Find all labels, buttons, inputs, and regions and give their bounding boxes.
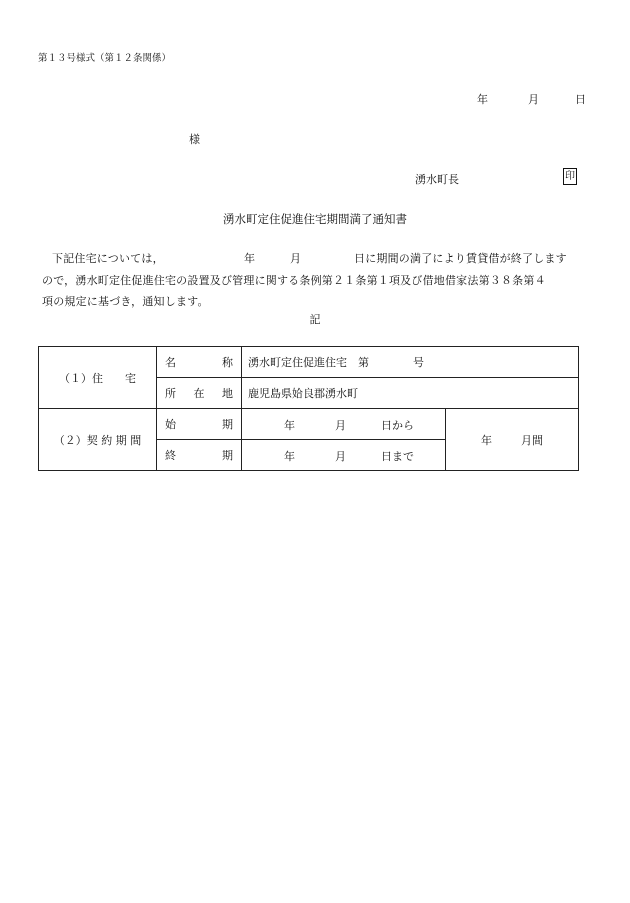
- document-title: 湧水町定住促進住宅期間満了通知書: [223, 212, 407, 226]
- period-month: 月間: [521, 433, 543, 447]
- period-year: 年: [481, 433, 492, 447]
- location-label: [157, 378, 242, 409]
- end-label: [157, 440, 242, 471]
- start-year: 年: [284, 419, 295, 432]
- body-line-1: [52, 250, 164, 266]
- body-line-3: 項の規定に基づき，通知します。: [42, 295, 209, 308]
- start-value: [242, 409, 446, 440]
- start-label-char: 期: [222, 418, 233, 431]
- location-label-char: 所: [165, 387, 176, 400]
- end-value: [242, 440, 446, 471]
- name-value: 湧水町定住促進住宅 第 号: [242, 347, 579, 378]
- form-number: 第１３号様式（第１２条関係）: [38, 53, 172, 64]
- end-year: 年: [284, 450, 295, 463]
- body-line1-rest: 日に期間の満了により賃貸借が終了します: [354, 252, 567, 265]
- details-table: [38, 346, 579, 471]
- housing-label: （１）住 宅: [39, 347, 157, 409]
- name-label-char: 称: [222, 356, 233, 369]
- end-label-char: 終: [165, 449, 176, 462]
- body-year-label: 年: [244, 252, 256, 265]
- end-month: 月: [335, 450, 346, 463]
- name-label: [157, 347, 242, 378]
- date-month-label: 月: [528, 93, 539, 106]
- addressee-suffix: 様: [189, 133, 200, 146]
- body-month-label: 月: [290, 252, 302, 265]
- start-label-char: 始: [165, 418, 176, 431]
- end-day: 日まで: [381, 450, 414, 463]
- table-row: [39, 409, 579, 440]
- table-row: [39, 347, 579, 378]
- period-value: [446, 409, 579, 471]
- date-year-label: 年: [477, 93, 488, 106]
- start-label: [157, 409, 242, 440]
- location-value: 鹿児島県姶良郡湧水町: [242, 378, 579, 409]
- location-label-char: 在: [193, 387, 205, 400]
- seal-box: 印: [563, 168, 577, 185]
- location-label-char: 地: [222, 387, 233, 400]
- body-line1-start: 下記住宅については，: [52, 252, 164, 265]
- start-month: 月: [335, 419, 346, 432]
- start-day: 日から: [381, 419, 414, 432]
- ki-heading: 記: [309, 313, 321, 326]
- sender-title: 湧水町長: [415, 173, 459, 186]
- contract-label: （２）契 約 期 間: [39, 409, 157, 471]
- name-label-char: 名: [165, 356, 176, 369]
- end-label-char: 期: [222, 449, 233, 462]
- date-day-label: 日: [575, 93, 586, 106]
- body-line-2: ので，湧水町定住促進住宅の設置及び管理に関する条例第２１条第１項及び借地借家法第３８条第４: [42, 274, 546, 287]
